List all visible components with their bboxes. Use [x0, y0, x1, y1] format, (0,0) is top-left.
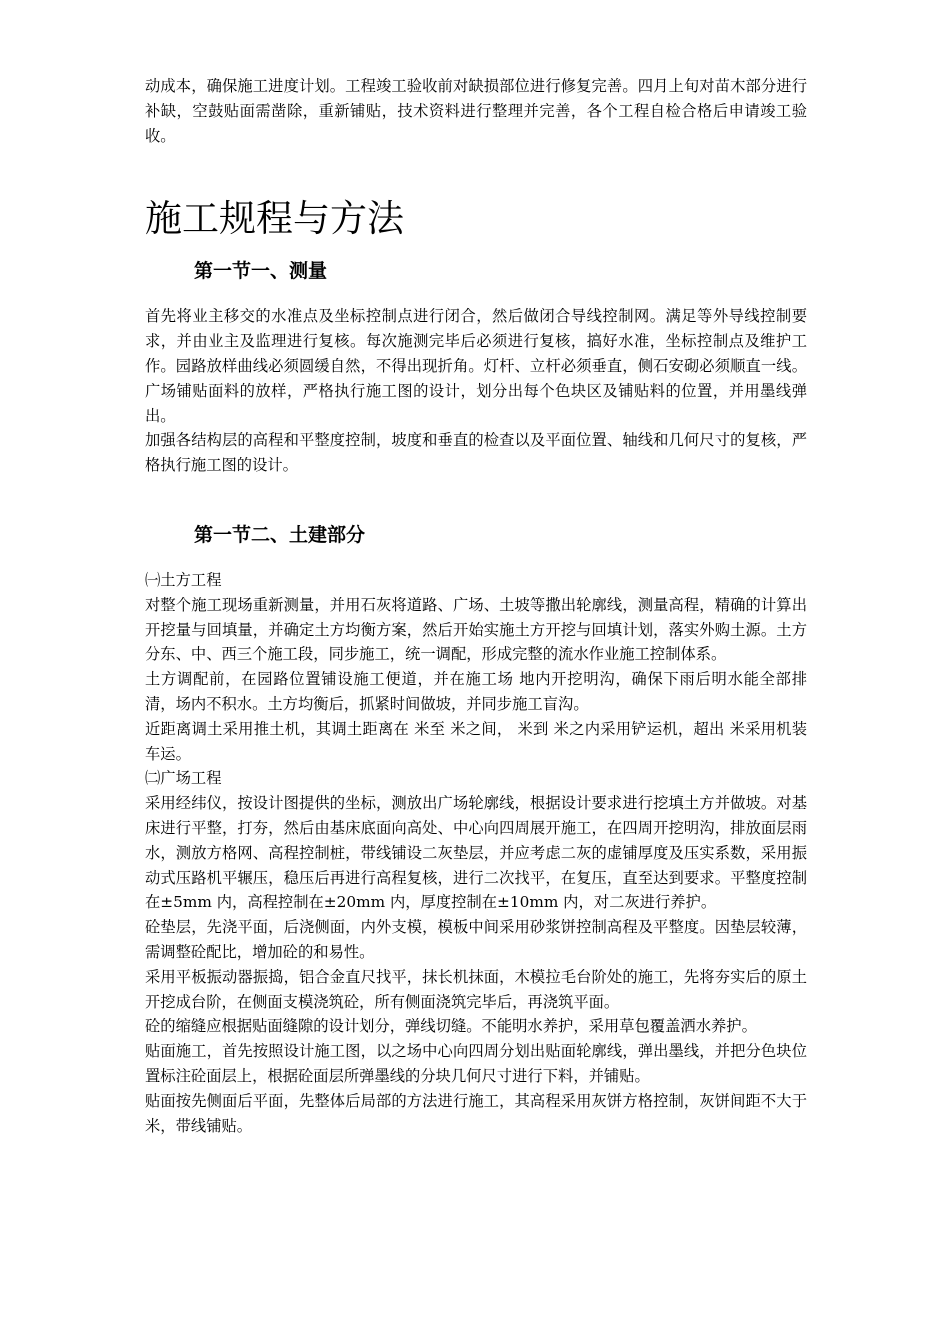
- civil-paragraph: 贴面按先侧面后平面，先整体后局部的方法进行施工，其高程采用灰饼方格控制，灰饼间距不大于 米，带线铺贴。: [145, 1091, 807, 1135]
- civil-paragraph: 土方调配前，在园路位置铺设施工便道，并在施工场 地内开挖明沟，确保下雨后明水能全部排清，场内不积水。土方均衡后，抓紧时间做坡，并同步施工盲沟。: [145, 670, 807, 713]
- intro-paragraph: 动成本，确保施工进度计划。工程竣工验收前对缺损部位进行修复完善。四月上旬对苗木部分进行补缺，空鼓贴面需凿除，重新铺贴，技术资料进行整理并完善，各个工程自检合格后申请竣工验收。: [145, 77, 807, 145]
- civil-paragraph: 砼的缩缝应根据贴面缝隙的设计划分，弹线切缝。不能明水养护，采用草包覆盖洒水养护。: [145, 1017, 757, 1036]
- spacer: [145, 548, 807, 568]
- spacer: [145, 284, 807, 304]
- civil-paragraph: 贴面施工，首先按照设计施工图，以之场中心向四周分划出贴面轮廓线，弹出墨线，并把分色块位置标注砼面层上，根据砼面层所弹墨线的分块几何尺寸进行下料，并铺贴。: [145, 1042, 807, 1085]
- chapter-title: 施工规程与方法: [145, 197, 404, 241]
- survey-paragraph: 首先将业主移交的水准点及坐标控制点进行闭合，然后做闭合导线控制网。满足等外导线控制要求，并由业主及监理进行复核。每次施测完毕后必须进行复核，搞好水准，坐标控制点及维护工作。园路放样曲线必须圆缓自然，不得出现折角。灯杆、立杆必须垂直，侧石安砌必须顺直一线。广场铺贴面料的放样，严格执行施工图的设计，划分出每个色块区及铺贴料的位置，并用墨线弹出。: [145, 307, 807, 425]
- section-heading-civil-works: 第一节二、土建部分: [194, 523, 366, 546]
- document-page: [145, 74, 807, 1138]
- civil-paragraph: 对整个施工现场重新测量，并用石灰将道路、广场、土坡等撒出轮廓线，测量高程，精确的计算出开挖量与回填量，并确定土方均衡方案，然后开始实施土方开挖与回填计划，落实外购土源。土方分东、中、西三个施工段，同步施工，统一调配，形成完整的流水作业施工控制体系。: [145, 595, 807, 664]
- civil-paragraph: 采用经纬仪，按设计图提供的坐标，测放出广场轮廓线，根据设计要求进行挖填土方并做坡。对基床进行平整，打夯，然后由基床底面向高处、中心向四周展开施工，在四周开挖明沟，排放面层雨水，测放方格网、高程控制桩，带线铺设二灰垫层，并应考虑二灰的虚铺厚度及压实系数，采用振动式压路机平辗压，稳压后再进行高程复核，进行二次找平，在复压，直至达到要求。平整度控制在±5mm 内，高程控制在±20mm 内，厚度控制在±10mm 内，对二灰进行养护。: [145, 794, 807, 912]
- civil-paragraph: 砼垫层，先浇平面，后浇侧面，内外支模，模板中间采用砂浆饼控制高程及平整度。因垫层较薄，需调整砼配比，增加砼的和易性。: [145, 918, 807, 961]
- civil-paragraph: 近距离调土采用推土机，其调土距离在 米至 米之间， 米到 米之内采用铲运机，超出 米采用机装车运。: [145, 719, 807, 763]
- civil-paragraph: 采用平板振动器振捣，铝合金直尺找平，抹长机抹面，木模拉毛台阶处的施工，先将夯实后的原土开挖成台阶，在侧面支模浇筑砼，所有侧面浇筑完毕后，再浇筑平面。: [145, 967, 807, 1011]
- section-heading-survey: 第一节一、测量: [194, 260, 328, 283]
- subsection-label-earthwork: ㈠土方工程: [145, 570, 222, 589]
- survey-paragraph: 加强各结构层的高程和平整度控制，坡度和垂直的检查以及平面位置、轴线和几何尺寸的复核，严格执行施工图的设计。: [145, 431, 807, 475]
- spacer: [145, 478, 807, 522]
- subsection-label-plaza: ㈡广场工程: [145, 769, 222, 788]
